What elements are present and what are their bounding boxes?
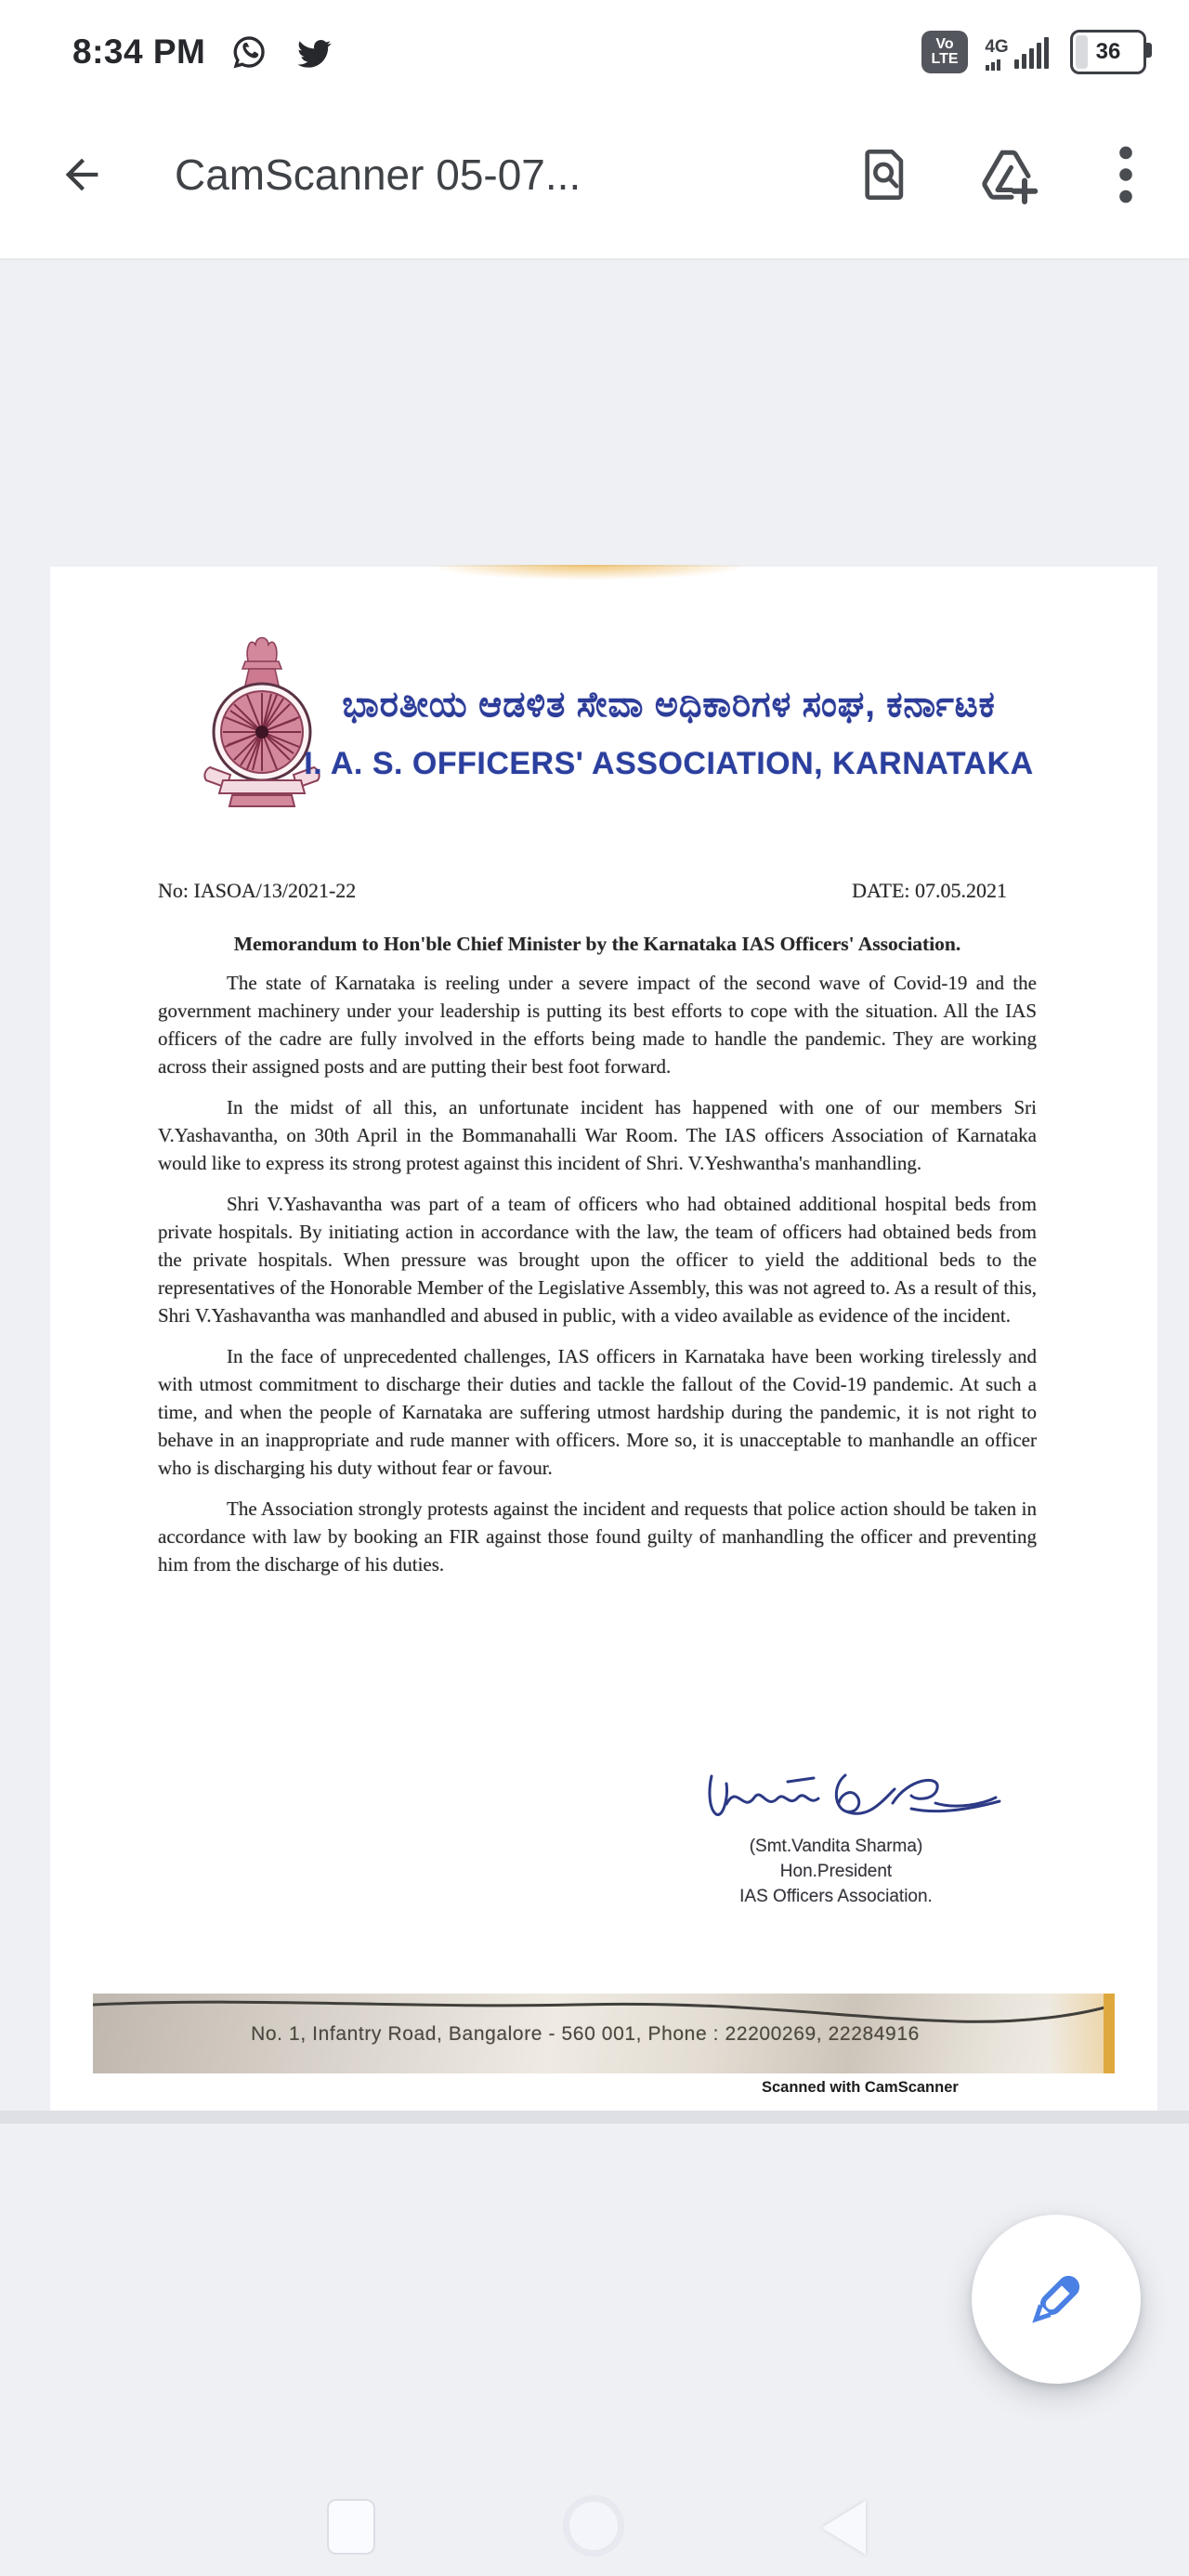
edit-fab-button[interactable] — [972, 2215, 1141, 2384]
paragraph: The Association strongly protests against the incident and requests that police action should be taken in accordance with law by booking an FIR against those found guilty of manhandling the officer and preventing him from the discharge of his duties. — [158, 1497, 1037, 1576]
volte-icon: Vo LTE — [921, 31, 968, 73]
nav-home-button[interactable] — [563, 2495, 624, 2556]
twitter-notification-icon — [293, 33, 333, 71]
scan-glare-artifact — [366, 565, 812, 587]
signatory-title: Hon.President — [779, 1862, 893, 1881]
letterhead-footer — [93, 1994, 1115, 2073]
app-bar — [0, 119, 1189, 230]
nav-back-button[interactable] — [812, 2501, 866, 2555]
letter-subject: Memorandum to Hon'ble Chief Minister by the Karnataka IAS Officers' Association. — [233, 933, 961, 955]
document-page[interactable] — [50, 567, 1157, 2111]
document-title: CamScanner 05-07... — [175, 150, 581, 199]
status-bar — [72, 22, 1146, 82]
whatsapp-notification-icon — [229, 33, 268, 72]
paragraph: The state of Karnataka is reeling under a severe impact of the second wave of Covid-19 and the government machinery under your leadership is putting its best efforts to cope with the situation. All the IAS officers of the cadre are fully involved in the efforts being made to handle the pandemic. They are working across their assigned posts and are putting their best foot forward. — [158, 972, 1037, 1078]
battery-percent: 36 — [1095, 39, 1121, 64]
more-options-button[interactable] — [1107, 143, 1144, 206]
kebab-menu-icon — [1107, 143, 1144, 206]
back-arrow-icon — [58, 150, 106, 199]
reference-row — [158, 879, 1037, 903]
pencil-icon — [1020, 2263, 1092, 2335]
page-boundary-divider — [0, 2111, 1189, 2124]
signal-bars — [1013, 33, 1053, 71]
add-to-drive-button[interactable] — [972, 142, 1042, 207]
association-address: No. 1, Infantry Road, Bangalore - 560 001, Phone : 22200269, 22284916 — [251, 2023, 920, 2045]
signature-block — [641, 1767, 1031, 1909]
nav-recents-button[interactable] — [329, 2501, 373, 2553]
letter-body — [158, 879, 1037, 1591]
battery-icon — [1070, 30, 1146, 74]
letterhead — [269, 686, 1068, 782]
back-button[interactable] — [58, 150, 106, 199]
status-right-cluster — [921, 30, 1146, 74]
paragraph: In the face of unprecedented challenges, IAS officers in Karnataka have been working tirelessly and with utmost commitment to discharge their duties and tackle the fallout of the Covid-19 pandemic. At such a time, and when the people of Karnataka are suffering utmost hardship during the pandemic, it is not right to behave in an inappropriate and rude manner with officers. More so, it is unacceptable to manhandle an officer who is discharging his duty without fear or favour. — [158, 1345, 1037, 1479]
paragraph: In the midst of all this, an unfortunate incident has happened with one of our members Sri V.Yashavantha, on 30th April in the Bommanahalli War Room. The IAS officers Association of Karnataka would like to express its strong protest against this incident of Shri. V.Yeshwantha's manhandling. — [158, 1096, 1037, 1174]
signatory-name: (Smt.Vandita Sharma) — [749, 1837, 923, 1856]
reference-number: No: IASOA/13/2021-22 — [158, 879, 357, 902]
handwritten-signature — [697, 1767, 1003, 1830]
top-bars — [0, 0, 1189, 260]
find-in-page-icon — [858, 144, 912, 205]
paragraph: Shri V.Yashavantha was part of a team of officers who had obtained additional hospital beds from private hospitals. By initiating action in accordance with the law, the team of officers had obtained beds from the private hospitals. When pressure was brought upon the officer to yield the additional beds to the representatives of the Honorable Member of the Legislative Assembly, this was not agreed to. As a result of this, Shri V.Yashavantha was manhandled and abused in public, with a video available as evidence of the incident. — [158, 1193, 1037, 1327]
association-name-english: I. A. S. OFFICERS' ASSOCIATION, KARNATAKA — [304, 746, 1034, 781]
network-type-label: 4G — [985, 37, 1009, 57]
signal-strength-icon — [985, 33, 1053, 71]
signatory-org: IAS Officers Association. — [739, 1887, 933, 1906]
app-bar-actions — [858, 142, 1189, 207]
camscanner-watermark: Scanned with CamScanner — [762, 2079, 959, 2096]
status-time: 8:34 PM — [72, 33, 206, 71]
association-name-kannada: ಭಾರತೀಯ ಆಡಳಿತ ಸೇವಾ ಅಧಿಕಾರಿಗಳ ಸಂಘ, ಕರ್ನಾಟಕ — [342, 686, 996, 725]
find-in-document-button[interactable] — [858, 144, 912, 205]
add-to-drive-icon — [972, 142, 1042, 207]
letter-date: DATE: 07.05.2021 — [852, 879, 1007, 902]
